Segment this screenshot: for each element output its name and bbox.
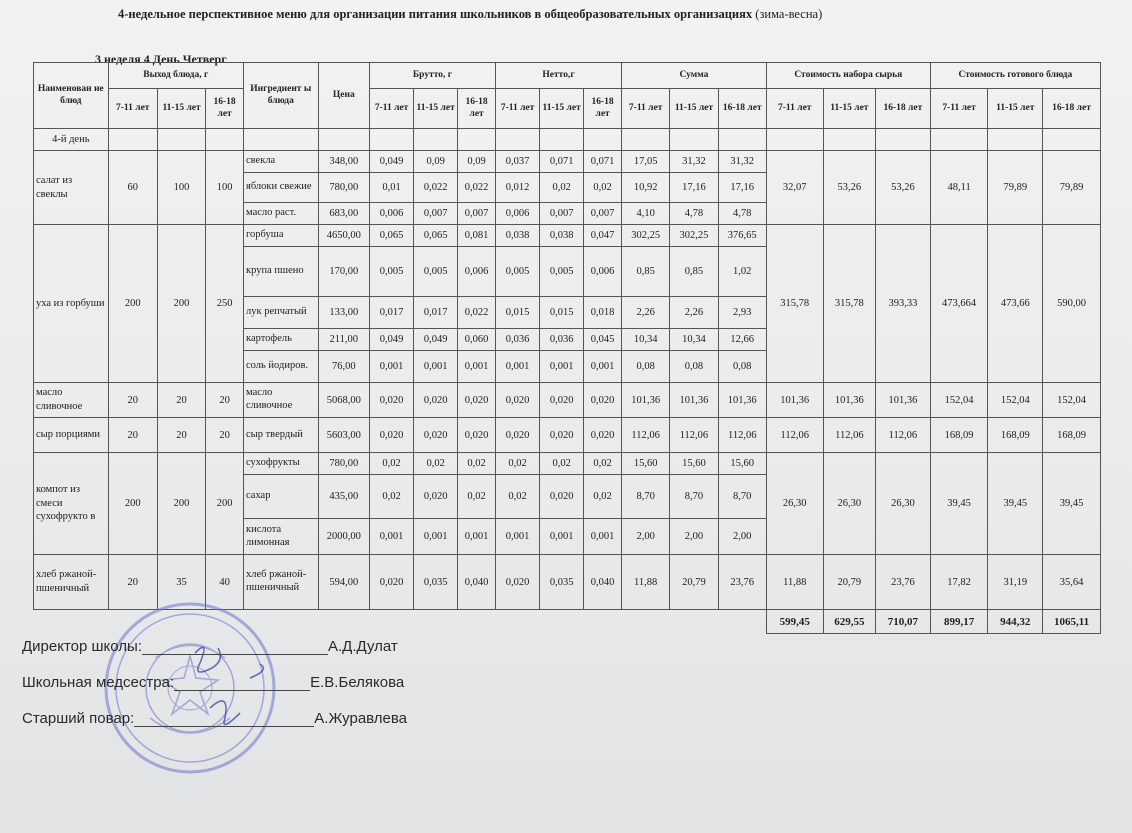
ingredient-price: 170,00 bbox=[318, 247, 369, 297]
ingredient-name: яблоки свежие bbox=[244, 173, 319, 203]
total-value: 944,32 bbox=[988, 610, 1043, 634]
dish-ready-cost: 39,45 bbox=[1043, 453, 1101, 555]
ingredient-netto: 0,020 bbox=[496, 555, 540, 610]
dish-raw-cost: 101,36 bbox=[876, 383, 931, 418]
ingredient-sum: 101,36 bbox=[622, 383, 670, 418]
dish-name: хлеб ржаной- пшеничный bbox=[34, 555, 109, 610]
ingredient-brutto: 0,049 bbox=[414, 329, 458, 351]
ingredient-sum: 4,10 bbox=[622, 203, 670, 225]
day-row bbox=[34, 129, 1101, 151]
ingredient-sum: 2,26 bbox=[670, 297, 718, 329]
header-age: 16-18 лет bbox=[458, 89, 496, 129]
ingredient-netto: 0,020 bbox=[584, 383, 622, 418]
menu-table bbox=[33, 62, 1101, 634]
dish-ready-cost: 152,04 bbox=[1043, 383, 1101, 418]
dish-ready-cost: 79,89 bbox=[1043, 151, 1101, 225]
ingredient-sum: 112,06 bbox=[718, 418, 766, 453]
ingredient-brutto: 0,022 bbox=[458, 173, 496, 203]
ingredient-netto: 0,035 bbox=[540, 555, 584, 610]
ingredient-sum: 0,85 bbox=[622, 247, 670, 297]
ingredient-sum: 112,06 bbox=[670, 418, 718, 453]
ingredient-sum: 31,32 bbox=[670, 151, 718, 173]
dish-ready-cost: 152,04 bbox=[988, 383, 1043, 418]
ingredient-sum: 4,78 bbox=[670, 203, 718, 225]
ingredient-sum: 17,16 bbox=[718, 173, 766, 203]
dish-output: 20 bbox=[108, 418, 157, 453]
ingredient-netto: 0,037 bbox=[496, 151, 540, 173]
ingredient-price: 5068,00 bbox=[318, 383, 369, 418]
ingredient-netto: 0,001 bbox=[496, 519, 540, 555]
ingredient-brutto: 0,065 bbox=[414, 225, 458, 247]
dish-ready-cost: 473,66 bbox=[988, 225, 1043, 383]
dish-raw-cost: 23,76 bbox=[876, 555, 931, 610]
header-age: 7-11 лет bbox=[622, 89, 670, 129]
header-brutto: Брутто, г bbox=[370, 63, 496, 89]
dish-name: салат из свеклы bbox=[34, 151, 109, 225]
dish-output: 250 bbox=[206, 225, 244, 383]
dish-ready-cost: 48,11 bbox=[930, 151, 988, 225]
dish-raw-cost: 315,78 bbox=[766, 225, 823, 383]
signature-nurse bbox=[22, 674, 407, 710]
ingredient-price: 594,00 bbox=[318, 555, 369, 610]
ingredient-netto: 0,02 bbox=[540, 453, 584, 475]
ingredient-netto: 0,001 bbox=[496, 351, 540, 383]
ingredient-netto: 0,020 bbox=[496, 418, 540, 453]
ingredient-netto: 0,006 bbox=[584, 247, 622, 297]
ingredient-netto: 0,02 bbox=[540, 173, 584, 203]
dish-raw-cost: 53,26 bbox=[823, 151, 876, 225]
ingredient-brutto: 0,005 bbox=[414, 247, 458, 297]
ingredient-brutto: 0,02 bbox=[370, 453, 414, 475]
ingredient-netto: 0,020 bbox=[540, 418, 584, 453]
ingredient-sum: 10,34 bbox=[670, 329, 718, 351]
header-age: 7-11 лет bbox=[930, 89, 988, 129]
ingredient-sum: 12,66 bbox=[718, 329, 766, 351]
ingredient-brutto: 0,017 bbox=[414, 297, 458, 329]
dish-name: сыр порциями bbox=[34, 418, 109, 453]
total-value: 599,45 bbox=[766, 610, 823, 634]
ingredient-brutto: 0,040 bbox=[458, 555, 496, 610]
ingredient-price: 4650,00 bbox=[318, 225, 369, 247]
ingredient-sum: 17,05 bbox=[622, 151, 670, 173]
header-ready-cost: Стоимость готового блюда bbox=[930, 63, 1100, 89]
ingredient-sum: 15,60 bbox=[622, 453, 670, 475]
ingredient-sum: 2,00 bbox=[670, 519, 718, 555]
dish-ready-cost: 473,664 bbox=[930, 225, 988, 383]
ingredient-brutto: 0,017 bbox=[370, 297, 414, 329]
dish-raw-cost: 32,07 bbox=[766, 151, 823, 225]
ingredient-price: 683,00 bbox=[318, 203, 369, 225]
dish-name: уха из горбуши bbox=[34, 225, 109, 383]
dish-raw-cost: 315,78 bbox=[823, 225, 876, 383]
signature-name: А.Д.Дулат bbox=[328, 638, 398, 655]
dish-ready-cost: 152,04 bbox=[930, 383, 988, 418]
ingredient-netto: 0,001 bbox=[540, 351, 584, 383]
signature-cook bbox=[22, 710, 407, 746]
dish-ready-cost: 39,45 bbox=[988, 453, 1043, 555]
ingredient-brutto: 0,09 bbox=[414, 151, 458, 173]
dish-ready-cost: 168,09 bbox=[1043, 418, 1101, 453]
dish-output: 20 bbox=[157, 383, 205, 418]
ingredient-brutto: 0,02 bbox=[458, 475, 496, 519]
dish-ready-cost: 168,09 bbox=[988, 418, 1043, 453]
title-season: (зима-весна) bbox=[755, 7, 823, 21]
header-age: 11-15 лет bbox=[157, 89, 205, 129]
title-text: 4-недельное перспективное меню для организации питания школьников в общеобразовательных организациях bbox=[118, 7, 753, 21]
ingredient-sum: 23,76 bbox=[718, 555, 766, 610]
ingredient-name: лук репчатый bbox=[244, 297, 319, 329]
ingredient-price: 133,00 bbox=[318, 297, 369, 329]
ingredient-price: 780,00 bbox=[318, 453, 369, 475]
signature-line bbox=[174, 690, 310, 691]
ingredient-brutto: 0,02 bbox=[414, 453, 458, 475]
signatures-block bbox=[22, 638, 407, 746]
ingredient-netto: 0,071 bbox=[584, 151, 622, 173]
ingredient-brutto: 0,01 bbox=[370, 173, 414, 203]
signature-name: А.Журавлева bbox=[314, 710, 408, 727]
ingredient-name: масло раст. bbox=[244, 203, 319, 225]
dish-raw-cost: 26,30 bbox=[823, 453, 876, 555]
ingredient-row bbox=[34, 151, 1101, 173]
header-price: Цена bbox=[318, 63, 369, 129]
ingredient-netto: 0,015 bbox=[540, 297, 584, 329]
dish-ready-cost: 31,19 bbox=[988, 555, 1043, 610]
header-age: 7-11 лет bbox=[766, 89, 823, 129]
ingredient-name: свекла bbox=[244, 151, 319, 173]
ingredient-netto: 0,020 bbox=[584, 418, 622, 453]
ingredient-name: крупа пшено bbox=[244, 247, 319, 297]
header-age: 11-15 лет bbox=[670, 89, 718, 129]
dish-ready-cost: 35,64 bbox=[1043, 555, 1101, 610]
ingredient-sum: 0,08 bbox=[670, 351, 718, 383]
dish-raw-cost: 393,33 bbox=[876, 225, 931, 383]
ingredient-sum: 302,25 bbox=[670, 225, 718, 247]
ingredient-brutto: 0,035 bbox=[414, 555, 458, 610]
ingredient-brutto: 0,007 bbox=[414, 203, 458, 225]
ingredient-netto: 0,006 bbox=[496, 203, 540, 225]
ingredient-sum: 2,93 bbox=[718, 297, 766, 329]
ingredient-sum: 8,70 bbox=[718, 475, 766, 519]
ingredient-sum: 0,08 bbox=[718, 351, 766, 383]
header-age: 7-11 лет bbox=[108, 89, 157, 129]
ingredient-sum: 8,70 bbox=[622, 475, 670, 519]
ingredient-brutto: 0,001 bbox=[370, 351, 414, 383]
ingredient-brutto: 0,020 bbox=[414, 475, 458, 519]
dish-raw-cost: 11,88 bbox=[766, 555, 823, 610]
signature-line bbox=[134, 726, 314, 727]
ingredient-sum: 20,79 bbox=[670, 555, 718, 610]
ingredient-brutto: 0,007 bbox=[458, 203, 496, 225]
ingredient-netto: 0,045 bbox=[584, 329, 622, 351]
ingredient-sum: 8,70 bbox=[670, 475, 718, 519]
dish-output: 20 bbox=[157, 418, 205, 453]
ingredient-netto: 0,005 bbox=[540, 247, 584, 297]
ingredient-sum: 4,78 bbox=[718, 203, 766, 225]
dish-ready-cost: 17,82 bbox=[930, 555, 988, 610]
ingredient-netto: 0,018 bbox=[584, 297, 622, 329]
ingredient-brutto: 0,020 bbox=[414, 418, 458, 453]
header-age: 11-15 лет bbox=[540, 89, 584, 129]
ingredient-netto: 0,020 bbox=[496, 383, 540, 418]
ingredient-brutto: 0,001 bbox=[414, 351, 458, 383]
total-value: 899,17 bbox=[930, 610, 988, 634]
ingredient-brutto: 0,049 bbox=[370, 151, 414, 173]
ingredient-netto: 0,038 bbox=[496, 225, 540, 247]
header-ingredient: Ингредиент ы блюда bbox=[244, 63, 319, 129]
signature-role: Школьная медсестра: bbox=[22, 674, 175, 691]
ingredient-netto: 0,001 bbox=[584, 351, 622, 383]
ingredient-sum: 31,32 bbox=[718, 151, 766, 173]
dish-raw-cost: 53,26 bbox=[876, 151, 931, 225]
ingredient-sum: 17,16 bbox=[670, 173, 718, 203]
menu-body bbox=[34, 129, 1101, 634]
header-netto: Нетто,г bbox=[496, 63, 622, 89]
ingredient-brutto: 0,020 bbox=[370, 418, 414, 453]
ingredient-brutto: 0,02 bbox=[370, 475, 414, 519]
ingredient-netto: 0,02 bbox=[496, 475, 540, 519]
ingredient-netto: 0,020 bbox=[540, 475, 584, 519]
ingredient-brutto: 0,001 bbox=[458, 351, 496, 383]
ingredient-name: соль йодиров. bbox=[244, 351, 319, 383]
dish-name: компот из смеси сухофрукто в bbox=[34, 453, 109, 555]
ingredient-netto: 0,007 bbox=[540, 203, 584, 225]
dish-raw-cost: 112,06 bbox=[876, 418, 931, 453]
header-age: 11-15 лет bbox=[988, 89, 1043, 129]
dish-output: 20 bbox=[206, 418, 244, 453]
ingredient-brutto: 0,022 bbox=[458, 297, 496, 329]
ingredient-netto: 0,02 bbox=[584, 173, 622, 203]
header-age: 16-18 лет bbox=[584, 89, 622, 129]
ingredient-brutto: 0,060 bbox=[458, 329, 496, 351]
dish-output: 200 bbox=[157, 225, 205, 383]
dish-raw-cost: 112,06 bbox=[766, 418, 823, 453]
ingredient-price: 2000,00 bbox=[318, 519, 369, 555]
ingredient-sum: 10,92 bbox=[622, 173, 670, 203]
dish-output: 100 bbox=[157, 151, 205, 225]
dish-name: масло сливочное bbox=[34, 383, 109, 418]
ingredient-price: 211,00 bbox=[318, 329, 369, 351]
ingredient-brutto: 0,020 bbox=[458, 383, 496, 418]
ingredient-brutto: 0,005 bbox=[370, 247, 414, 297]
dish-output: 20 bbox=[108, 383, 157, 418]
dish-output: 40 bbox=[206, 555, 244, 610]
ingredient-brutto: 0,001 bbox=[370, 519, 414, 555]
dish-output: 20 bbox=[206, 383, 244, 418]
ingredient-brutto: 0,020 bbox=[370, 383, 414, 418]
ingredient-row bbox=[34, 383, 1101, 418]
dish-raw-cost: 101,36 bbox=[823, 383, 876, 418]
dish-output: 20 bbox=[108, 555, 157, 610]
document-subtitle: 3 неделя 4 День Четверг bbox=[95, 52, 227, 66]
ingredient-netto: 0,020 bbox=[540, 383, 584, 418]
ingredient-netto: 0,040 bbox=[584, 555, 622, 610]
header-age: 16-18 лет bbox=[876, 89, 931, 129]
ingredient-sum: 1,02 bbox=[718, 247, 766, 297]
header-age: 11-15 лет bbox=[414, 89, 458, 129]
ingredient-netto: 0,02 bbox=[584, 475, 622, 519]
ingredient-price: 76,00 bbox=[318, 351, 369, 383]
total-value: 1065,11 bbox=[1043, 610, 1101, 634]
ingredient-netto: 0,02 bbox=[496, 453, 540, 475]
ingredient-sum: 2,26 bbox=[622, 297, 670, 329]
ingredient-row bbox=[34, 453, 1101, 475]
dish-raw-cost: 20,79 bbox=[823, 555, 876, 610]
ingredient-sum: 11,88 bbox=[622, 555, 670, 610]
signature-role: Директор школы: bbox=[22, 638, 142, 655]
ingredient-row bbox=[34, 225, 1101, 247]
ingredient-sum: 2,00 bbox=[718, 519, 766, 555]
ingredient-name: горбуша bbox=[244, 225, 319, 247]
ingredient-netto: 0,038 bbox=[540, 225, 584, 247]
header-age: 16-18 лет bbox=[718, 89, 766, 129]
signature-name: Е.В.Белякова bbox=[310, 674, 405, 691]
dish-output: 200 bbox=[108, 453, 157, 555]
dish-output: 100 bbox=[206, 151, 244, 225]
ingredient-row bbox=[34, 418, 1101, 453]
header-raw-cost: Стоимость набора сырья bbox=[766, 63, 930, 89]
header-age: 16-18 лет bbox=[1043, 89, 1101, 129]
dish-ready-cost: 590,00 bbox=[1043, 225, 1101, 383]
dish-output: 35 bbox=[157, 555, 205, 610]
signature-role: Старший повар: bbox=[22, 710, 135, 727]
ingredient-brutto: 0,020 bbox=[458, 418, 496, 453]
ingredient-netto: 0,047 bbox=[584, 225, 622, 247]
total-value: 710,07 bbox=[876, 610, 931, 634]
ingredient-brutto: 0,022 bbox=[414, 173, 458, 203]
ingredient-netto: 0,012 bbox=[496, 173, 540, 203]
ingredient-netto: 0,02 bbox=[584, 453, 622, 475]
ingredient-netto: 0,015 bbox=[496, 297, 540, 329]
signature-director bbox=[22, 638, 407, 674]
ingredient-sum: 0,08 bbox=[622, 351, 670, 383]
total-value: 629,55 bbox=[823, 610, 876, 634]
ingredient-price: 5603,00 bbox=[318, 418, 369, 453]
ingredient-name: хлеб ржаной- пшеничный bbox=[244, 555, 319, 610]
header-age: 11-15 лет bbox=[823, 89, 876, 129]
ingredient-netto: 0,071 bbox=[540, 151, 584, 173]
ingredient-sum: 112,06 bbox=[622, 418, 670, 453]
header-output: Выход блюда, г bbox=[108, 63, 243, 89]
dish-output: 200 bbox=[206, 453, 244, 555]
ingredient-netto: 0,005 bbox=[496, 247, 540, 297]
ingredient-netto: 0,007 bbox=[584, 203, 622, 225]
dish-raw-cost: 101,36 bbox=[766, 383, 823, 418]
header-age: 7-11 лет bbox=[370, 89, 414, 129]
header-age: 16-18 лет bbox=[206, 89, 244, 129]
header-age: 7-11 лет bbox=[496, 89, 540, 129]
ingredient-sum: 10,34 bbox=[622, 329, 670, 351]
ingredient-brutto: 0,081 bbox=[458, 225, 496, 247]
header-sum: Сумма bbox=[622, 63, 767, 89]
ingredient-price: 780,00 bbox=[318, 173, 369, 203]
day-label: 4-й день bbox=[34, 129, 109, 151]
ingredient-name: масло сливочное bbox=[244, 383, 319, 418]
ingredient-name: сыр твердый bbox=[244, 418, 319, 453]
dish-ready-cost: 168,09 bbox=[930, 418, 988, 453]
ingredient-name: сухофрукты bbox=[244, 453, 319, 475]
ingredient-sum: 302,25 bbox=[622, 225, 670, 247]
ingredient-sum: 101,36 bbox=[718, 383, 766, 418]
ingredient-brutto: 0,049 bbox=[370, 329, 414, 351]
ingredient-sum: 15,60 bbox=[718, 453, 766, 475]
dish-output: 200 bbox=[157, 453, 205, 555]
ingredient-netto: 0,036 bbox=[496, 329, 540, 351]
ingredient-brutto: 0,020 bbox=[370, 555, 414, 610]
ingredient-brutto: 0,020 bbox=[414, 383, 458, 418]
ingredient-brutto: 0,006 bbox=[370, 203, 414, 225]
ingredient-price: 348,00 bbox=[318, 151, 369, 173]
ingredient-netto: 0,036 bbox=[540, 329, 584, 351]
ingredient-sum: 101,36 bbox=[670, 383, 718, 418]
ingredient-brutto: 0,09 bbox=[458, 151, 496, 173]
ingredient-name: картофель bbox=[244, 329, 319, 351]
ingredient-price: 435,00 bbox=[318, 475, 369, 519]
dish-output: 60 bbox=[108, 151, 157, 225]
ingredient-sum: 0,85 bbox=[670, 247, 718, 297]
document-title bbox=[118, 7, 1018, 22]
dish-raw-cost: 112,06 bbox=[823, 418, 876, 453]
dish-ready-cost: 39,45 bbox=[930, 453, 988, 555]
ingredient-brutto: 0,065 bbox=[370, 225, 414, 247]
dish-ready-cost: 79,89 bbox=[988, 151, 1043, 225]
ingredient-sum: 15,60 bbox=[670, 453, 718, 475]
dish-raw-cost: 26,30 bbox=[766, 453, 823, 555]
signature-line bbox=[142, 654, 328, 655]
ingredient-brutto: 0,006 bbox=[458, 247, 496, 297]
ingredient-netto: 0,001 bbox=[540, 519, 584, 555]
ingredient-netto: 0,001 bbox=[584, 519, 622, 555]
ingredient-name: сахар bbox=[244, 475, 319, 519]
ingredient-name: кислота лимонная bbox=[244, 519, 319, 555]
ingredient-sum: 376,65 bbox=[718, 225, 766, 247]
ingredient-brutto: 0,001 bbox=[414, 519, 458, 555]
header-dish: Наименован ие блюд bbox=[34, 63, 109, 129]
ingredient-brutto: 0,02 bbox=[458, 453, 496, 475]
ingredient-brutto: 0,001 bbox=[458, 519, 496, 555]
dish-output: 200 bbox=[108, 225, 157, 383]
ingredient-sum: 2,00 bbox=[622, 519, 670, 555]
dish-raw-cost: 26,30 bbox=[876, 453, 931, 555]
